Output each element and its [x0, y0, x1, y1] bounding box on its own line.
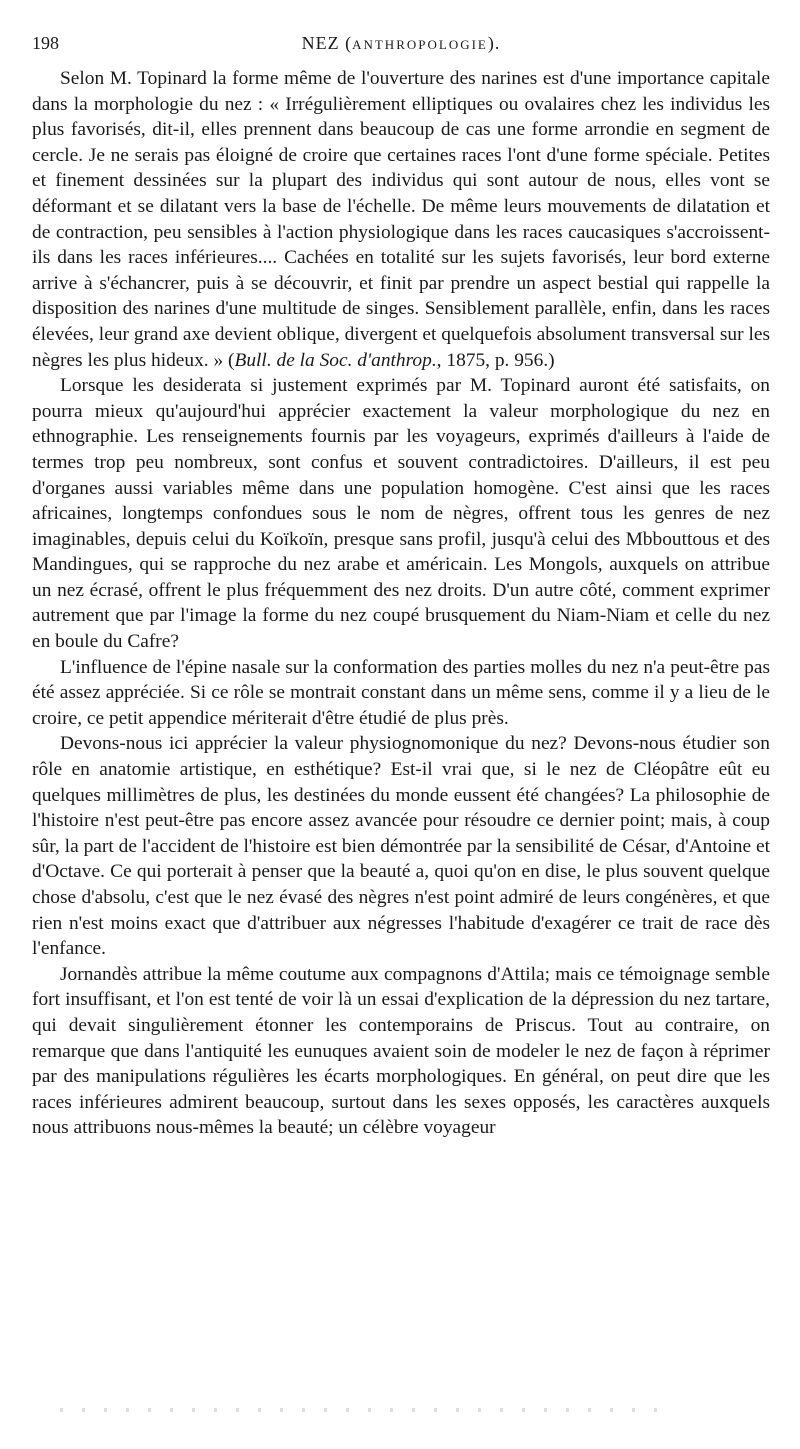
running-title-end: ).	[487, 33, 501, 53]
document-page	[32, 28, 770, 1141]
page-number: 198	[32, 33, 59, 53]
running-title-subtitle: ANTHROPOLOGIE	[352, 37, 488, 52]
running-title	[32, 28, 770, 60]
paragraph-physiognomonie: Devons-nous ici apprécier la valeur physiognomonique du nez? Devons-nous étudier son rôle en anatomie artistique, en esthétique? Est-il vrai que, si le nez de Cléopâtre eût eu quelques millimètres de plus, les destinées du monde eussent été changées? La philosophie de l'histoire n'est peut-être pas encore assez avancée pour résoudre ce dernier point; mais, à coup sûr, la part de l'accident de l'histoire est bien démontrée par la sensibilité de César, d'Antoine et d'Octave. Ce qui porterait à penser que la beauté a, quoi qu'on en dise, le plus souvent quelque chose d'absolu, c'est que le nez évasé des nègres n'est point admiré de leurs congénères, et que rien n'est moins exact que d'attribuer aux négresses l'habitude d'exagérer ce trait de race dès l'enfance.	[32, 733, 770, 960]
paragraph-epine-nasale: L'influence de l'épine nasale sur la conformation des parties molles du nez n'a peut-être pas été assez appréciée. Si ce rôle se montrait constant dans un même sens, comme il y a lieu de le croire, ce petit appendice mériterait d'être étudié de plus près.	[32, 656, 770, 729]
paragraph-jornandes: Jornandès attribue la même coutume aux compagnons d'Attila; mais ce témoignage semble fort insuffisant, et l'on est tenté de voir là un essai d'explication de la dépression du nez tartare, qui devait singulièrement étonner les contemporains de Priscus. Tout au contraire, on remarque que dans l'antiquité les eunuques avaient soin de modeler le nez de façon à réprimer par des manipulations régulières les écarts morphologiques. En général, on peut dire que les races inférieures admirent beaucoup, surtout dans les sexes opposés, les caractères auxquels nous attribuons nous-mêmes la beauté; un célèbre voyageur	[32, 963, 770, 1139]
paragraph-text: , 1875, p. 956.)	[436, 349, 555, 371]
page-header	[32, 28, 770, 58]
body-text	[32, 66, 770, 1141]
running-title-main: NEZ (	[301, 33, 353, 53]
paragraph-desiderata: Lorsque les desiderata si justement exprimés par M. Topinard auront été satisfaits, on pourra mieux qu'aujourd'hui apprécier exactement la valeur morphologique du nez en ethnographie. Les renseignements fournis par les voyageurs, exprimés d'ailleurs à l'aide de termes trop peu nombreux, sont confus et souvent contradictoires. D'ailleurs, il est peu d'organes aussi variables même dans une population homogène. C'est ainsi que les races africaines, longtemps confondues sous le nom de nègres, offrent tous les genres de nez imaginables, depuis celui du Koïkoïn, presque sans profil, jusqu'à celui des Mbbouttous et des Mandingues, qui se rapproche du nez arabe et américain. Les Mongols, auxquels on attribue un nez écrasé, offrent le plus fréquemment des nez droits. D'un autre côté, comment exprimer autrement que par l'image la forme du nez coupé brusquement du Niam-Niam et celle du nez en boule du Cafre?	[32, 375, 770, 653]
paragraph-text: Selon M. Topinard la forme même de l'ouverture des narines est d'une importance capitale dans la morphologie du nez : « Irrégulièrement elliptiques ou ovalaires chez les individus les plus favorisés, dit-il, elles prennent dans beaucoup de cas une forme arrondie en segment de cercle. Je ne serais pas éloigné de croire que certaines races l'ont d'une forme spéciale. Petites et finement dessinées sur la plupart des individus qui sont autour de nous, elles vont se déformant et se dilatant vers la base de l'échelle. De même leurs mouvements de dilatation et de contraction, peu sensibles à l'action physiologique dans les races caucasiques s'accroissent-ils dans les races inférieures.... Cachées en totalité sur les sujets favorisés, leur bord externe arrive à s'échancrer, puis à se découvrir, et finit par prendre un aspect bestial qui rappelle la disposition des narines d'une multitude de singes. Sensiblement parallèle, enfin, dans les races élevées, leur grand axe devient oblique, divergent et quelquefois absolument transversal sur les nègres les plus hideux. » (	[32, 68, 770, 371]
paragraph-topinard-quote	[32, 66, 770, 373]
citation: Bull. de la Soc. d'anthrop.	[234, 349, 437, 371]
footer-print-marks	[60, 1408, 660, 1412]
